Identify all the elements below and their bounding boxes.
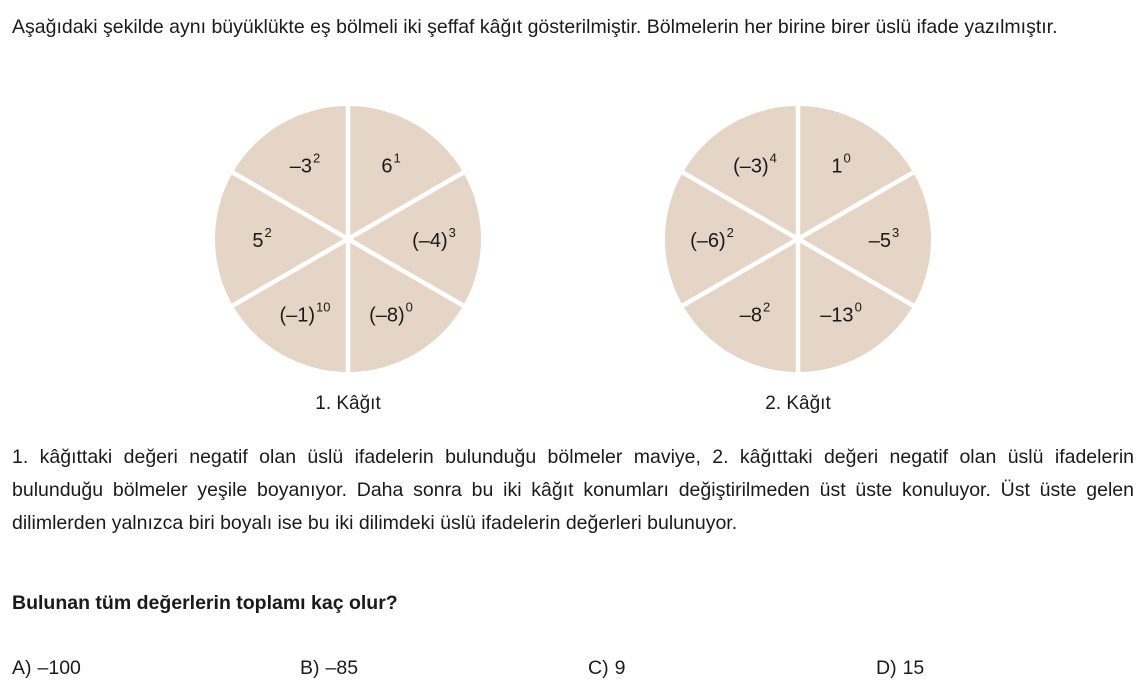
paper-1-segment-label: $(-8)^0$ bbox=[369, 299, 413, 327]
paper-1-segment-label: $6^1$ bbox=[381, 150, 401, 178]
option-b[interactable] bbox=[300, 652, 358, 685]
paper-2-segment-label: $-13^0$ bbox=[820, 299, 862, 327]
paper-2-segment-label: $1^0$ bbox=[831, 150, 851, 178]
paper-2-segment-label: $-8^2$ bbox=[739, 299, 771, 327]
option-d-value: 15 bbox=[902, 657, 925, 679]
paper-2-segment-label: $-5^3$ bbox=[868, 225, 900, 252]
paper-2-segment-label: $(-6)^2$ bbox=[690, 225, 734, 252]
paper-1-figure bbox=[212, 104, 484, 416]
option-c[interactable] bbox=[588, 652, 625, 685]
problem-text: 1. kâğıttaki değeri negatif olan üslü ifadelerin bulunduğu bölmeler maviye, 2. kâğıttaki değeri negatif olan üslü ifadelerin bulunduğu bölmeler yeşile boyanıyor. Daha sonra bu iki kâğıt konumları değiştirilmeden üst üste konuluyor. Üst üste gelen dilimlerden yalnızca biri boyalı ise bu iki dilimdeki üslü ifadelerin değerleri bulunuyor. bbox=[12, 446, 1134, 534]
option-d[interactable] bbox=[876, 652, 924, 685]
option-a-label: A) bbox=[12, 657, 32, 679]
paper-1-caption: 1. Kâğıt bbox=[315, 393, 381, 414]
paper-1-segment-label: $-3^2$ bbox=[289, 150, 321, 178]
paper-2-segment-label: $(-3)^4$ bbox=[733, 150, 777, 178]
option-b-label: B) bbox=[300, 657, 320, 679]
paper-1-segment-label: $5^2$ bbox=[252, 225, 272, 252]
paper-2-figure bbox=[662, 104, 934, 416]
paper-2-caption: 2. Kâğıt bbox=[765, 393, 831, 414]
option-c-label: C) bbox=[588, 657, 609, 679]
paper-1-segment-label: $(-4)^3$ bbox=[412, 225, 456, 252]
option-a[interactable] bbox=[12, 652, 81, 685]
option-c-value: 9 bbox=[614, 657, 626, 679]
question-text: Bulunan tüm değerlerin toplamı kaç olur? bbox=[12, 592, 398, 614]
option-d-label: D) bbox=[876, 657, 897, 679]
intro-text: Aşağıdaki şekilde aynı büyüklükte eş bölmeli iki şeffaf kâğıt gösterilmiştir. Bölmelerin her birine birer üslü ifade yazılmıştır. bbox=[12, 16, 1058, 38]
option-b-value: –85 bbox=[325, 657, 359, 679]
paper-1-segment-label: $(-1)^{10}$ bbox=[279, 299, 331, 327]
option-a-value: –100 bbox=[37, 657, 81, 679]
